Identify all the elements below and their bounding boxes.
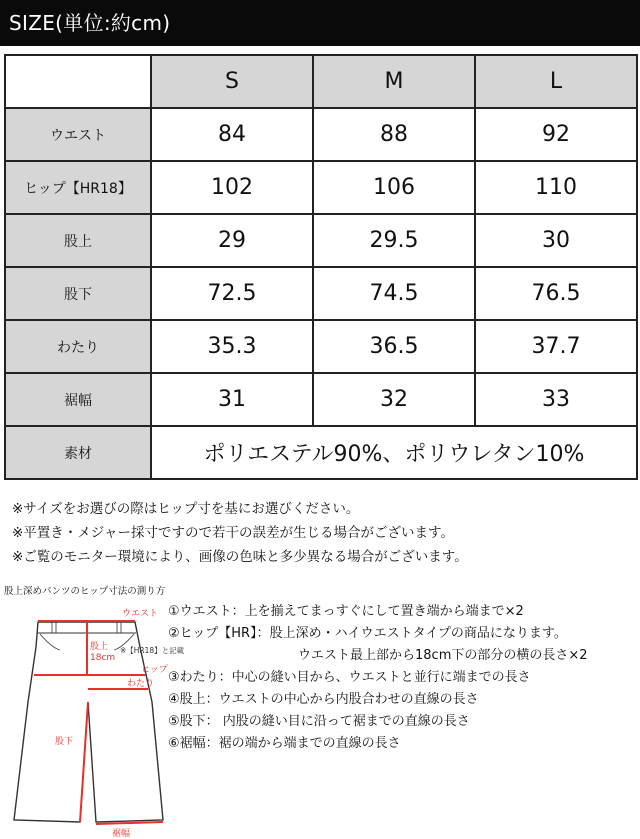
table-cell: 29 (151, 214, 313, 267)
notes (12, 497, 468, 569)
table-cell: 32 (313, 373, 475, 426)
col-size-m: M (313, 55, 475, 108)
material-row (5, 426, 637, 479)
col-size-l: L (475, 55, 637, 108)
table-cell: 110 (475, 161, 637, 214)
row-label-waist: ウエスト (5, 108, 151, 161)
table-cell: 72.5 (151, 267, 313, 320)
table-row (5, 214, 637, 267)
table-cell: 92 (475, 108, 637, 161)
table-cell: 102 (151, 161, 313, 214)
step-line: ②ヒップ【HR】：股上深め・ハイウエストタイプの商品になります。 (168, 626, 567, 641)
guide-title: 股上深めパンツのヒップ寸法の測り方 (4, 586, 166, 597)
table-cell: 106 (313, 161, 475, 214)
row-label-material: 素材 (5, 426, 151, 479)
step-line: ①ウエスト：上を揃えてまっすぐにして置き端から端まで×2 (168, 604, 524, 619)
hip-label: ヒップ (141, 665, 168, 675)
waist-label: ウエスト (122, 609, 159, 619)
table-cell: 88 (313, 108, 475, 161)
rise-18cm-label: 18cm (90, 653, 116, 663)
step-line: ウエスト最上部から18cm下の部分の横の長さ×2 (298, 648, 588, 663)
table-row (5, 161, 637, 214)
table-cell: 74.5 (313, 267, 475, 320)
material-value: ポリエステル90%、ポリウレタン10% (151, 426, 637, 479)
note-line: ※平置き・メジャー採寸ですので若干の誤差が生じる場合がございます。 (12, 525, 454, 541)
table-row (5, 267, 637, 320)
table-cell: 30 (475, 214, 637, 267)
row-label-inseam: 股下 (5, 267, 151, 320)
thigh-label: わたり (127, 679, 155, 689)
table-cell: 29.5 (313, 214, 475, 267)
table-cell: 31 (151, 373, 313, 426)
note-line: ※ご覧のモニター環境により、画像の色味と多少異なる場合がございます。 (12, 549, 468, 565)
row-label-hem: 裾幅 (5, 373, 151, 426)
row-label-thigh: わたり (5, 320, 151, 373)
step-line: ⑤股下： 内股の縫い目に沿って裾までの直線の長さ (168, 714, 470, 729)
size-table (4, 54, 638, 480)
hem-label: 裾幅 (112, 829, 131, 837)
table-row (5, 320, 637, 373)
step-line: ④股上：ウエストの中心から内股合わせの直線の長さ (168, 692, 479, 707)
corner-cell (5, 55, 151, 108)
table-cell: 76.5 (475, 267, 637, 320)
table-cell: 36.5 (313, 320, 475, 373)
page-title: SIZE(単位:約cm) (0, 0, 640, 46)
measurement-steps (168, 601, 588, 755)
table-row (5, 373, 637, 426)
table-cell: 84 (151, 108, 313, 161)
col-size-s: S (151, 55, 313, 108)
table-row (5, 108, 637, 161)
rise-label: 股上 (90, 642, 109, 652)
step-line: ⑥裾幅：裾の端から端までの直線の長さ (168, 736, 401, 751)
row-label-hip: ヒップ【HR18】 (5, 161, 151, 214)
note-line: ※サイズをお選びの際はヒップ寸を基にお選びください。 (12, 501, 360, 517)
inseam-label: 股下 (55, 737, 74, 747)
table-cell: 37.7 (475, 320, 637, 373)
table-cell: 35.3 (151, 320, 313, 373)
table-cell: 33 (475, 373, 637, 426)
step-line: ③わたり：中心の縫い目から、ウエストと並行に端までの長さ (168, 670, 531, 685)
size-header-row (5, 55, 637, 108)
hr18-note: ※【HR18】と記載 (120, 646, 185, 655)
row-label-rise: 股上 (5, 214, 151, 267)
